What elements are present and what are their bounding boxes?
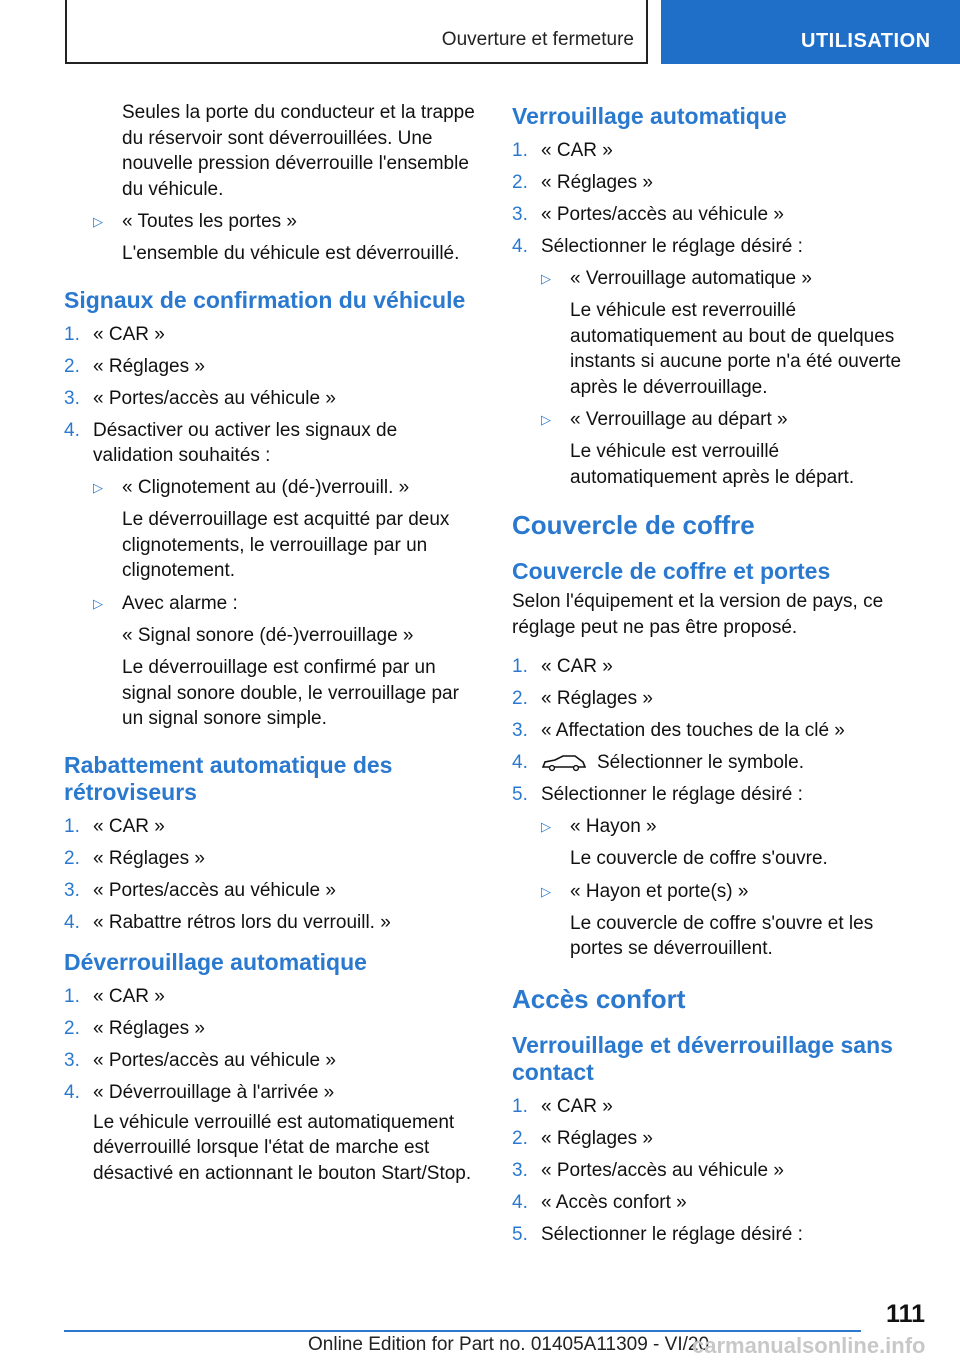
list-item: 4. « Rabattre rétros lors du verrouill. »: [64, 911, 391, 933]
list-item: 1. « CAR »: [512, 656, 613, 677]
list-item: 4. Désactiver ou activer les signaux de validation souhaités :: [64, 419, 398, 466]
triangle-bullet-icon: ▷: [541, 412, 551, 427]
footer-divider: [64, 1330, 861, 1332]
chapter-title-trunk: Couvercle de coffre: [512, 510, 755, 540]
alarm-desc: Le déverrouillage est confirmé par un signal sonore double, le verrouillage par un signal sonore simple.: [122, 657, 459, 729]
unlock-desc: Le véhicule verrouillé est automatiquement déverrouillé lorsque l'état de marche est désactivé en actionnant le bouton Start/Stop.: [93, 1111, 472, 1184]
list-item: 4. « Déverrouillage à l'arrivée »: [64, 1082, 335, 1103]
list-item: 4. Sélectionner le réglage désiré :: [512, 236, 803, 257]
auto-lock-desc: Le véhicule est reverrouillé automatiquement au bout de quelques instants si aucune porte n'a été ouverte après le déverrouillage.: [570, 300, 902, 398]
header-chapter-label: UTILISATION: [801, 30, 931, 52]
all-doors-desc: L'ensemble du véhicule est déverrouillé.: [122, 243, 460, 264]
list-item: 1. « CAR »: [64, 815, 165, 837]
trunk-intro: Selon l'équipement et la version de pays, ce réglage peut ne pas être proposé.: [512, 591, 884, 638]
list-item: 3. « Portes/accès au véhicule »: [64, 879, 336, 901]
list-item: 1. « CAR »: [64, 986, 165, 1007]
list-item: 3. « Portes/accès au véhicule »: [64, 387, 336, 409]
list-item: 5. Sélectionner le réglage désiré :: [512, 784, 803, 805]
list-item: 4. Sélectionner le symbole.: [512, 752, 804, 773]
list-item: 2. « Réglages »: [512, 688, 653, 709]
section-title-auto-unlock: Déverrouillage automatique: [64, 949, 367, 975]
triangle-bullet-icon: ▷: [541, 819, 551, 834]
option-alarm: ▷ Avec alarme :: [64, 591, 482, 617]
car-trunk-icon: [541, 754, 587, 772]
option-depart: ▷ « Verrouillage au départ »: [512, 407, 928, 433]
hayon-desc: Le couvercle de coffre s'ouvre.: [570, 848, 828, 869]
triangle-bullet-icon: ▷: [541, 271, 551, 286]
page-number: 111: [886, 1300, 925, 1328]
triangle-bullet-icon: ▷: [93, 214, 103, 229]
alarm-signal: « Signal sonore (dé-)verrouillage »: [122, 624, 414, 646]
triangle-bullet-icon: ▷: [93, 480, 103, 495]
comfort-steps: [512, 1094, 928, 1248]
list-item: 2. « Réglages »: [512, 1127, 653, 1149]
triangle-bullet-icon: ▷: [541, 883, 551, 899]
chapter-title-comfort: Accès confort: [512, 983, 686, 1014]
confirmation-steps: [64, 322, 482, 469]
depart-desc: Le véhicule est verrouillé automatiquement après le départ.: [570, 441, 855, 488]
trunk-steps: [512, 654, 928, 808]
list-item: 5. Sélectionner le réglage désiré :: [512, 1223, 803, 1245]
list-item: 2. « Réglages »: [64, 355, 205, 377]
list-item: 3. « Portes/accès au véhicule »: [64, 1050, 336, 1071]
blink-desc: Le déverrouillage est acquitté par deux clignotements, le verrouillage par un clignotement.: [122, 509, 450, 581]
triangle-bullet-icon: ▷: [93, 595, 103, 611]
section-title-mirrors: Rabattement automatique des rétroviseurs: [64, 751, 393, 805]
hayon-doors-desc: Le couvercle de coffre s'ouvre et les portes se déverrouillent.: [570, 912, 874, 959]
header-section-box: [65, 0, 648, 64]
lock-steps: [512, 138, 928, 260]
watermark-text: carmanualsonline.info: [692, 1333, 926, 1358]
list-item: 1. « CAR »: [64, 323, 165, 345]
option-auto-lock: ▷ « Verrouillage automatique »: [512, 266, 928, 292]
list-item: 2. « Réglages »: [64, 1018, 205, 1039]
list-item: 4. « Accès confort »: [512, 1191, 687, 1213]
list-item: 3. « Portes/accès au véhicule »: [512, 204, 784, 225]
option-hayon: ▷ « Hayon »: [512, 814, 928, 840]
intro-paragraph: Seules la porte du conducteur et la trappe du réservoir sont déverrouillées. Une nouvelle pression déverrouille l'ensemble du véhicule.: [122, 102, 475, 200]
footer-edition: Online Edition for Part no. 01405A11309 - VI/20: [308, 1334, 710, 1355]
list-item: 3. « Affectation des touches de la clé »: [512, 720, 845, 741]
section-title-trunk-doors: Couvercle de coffre et portes: [512, 558, 831, 584]
section-title-confirmation: Signaux de confirmation du véhicule: [64, 286, 466, 313]
mirror-steps: [64, 814, 482, 936]
list-item: 1. « CAR »: [512, 140, 613, 161]
header-chapter-tab: [661, 0, 960, 64]
left-column: [64, 100, 482, 1186]
section-title-auto-lock: Verrouillage automatique: [512, 103, 787, 129]
option-all-doors: ▷ « Toutes les portes »: [64, 209, 482, 235]
list-item: 2. « Réglages »: [512, 172, 653, 193]
list-item: 2. « Réglages »: [64, 847, 205, 869]
list-item: 1. « CAR »: [512, 1095, 613, 1117]
list-item: 3. « Portes/accès au véhicule »: [512, 1159, 784, 1181]
right-column: [512, 100, 928, 1254]
header-section-title: Ouverture et fermeture: [441, 29, 634, 50]
section-title-keyless: Verrouillage et déverrouillage sans contact: [512, 1031, 893, 1085]
option-hayon-doors: ▷ « Hayon et porte(s) »: [512, 879, 928, 905]
unlock-steps: [64, 984, 482, 1106]
option-blink: ▷ « Clignotement au (dé-)verrouill. »: [64, 475, 482, 501]
